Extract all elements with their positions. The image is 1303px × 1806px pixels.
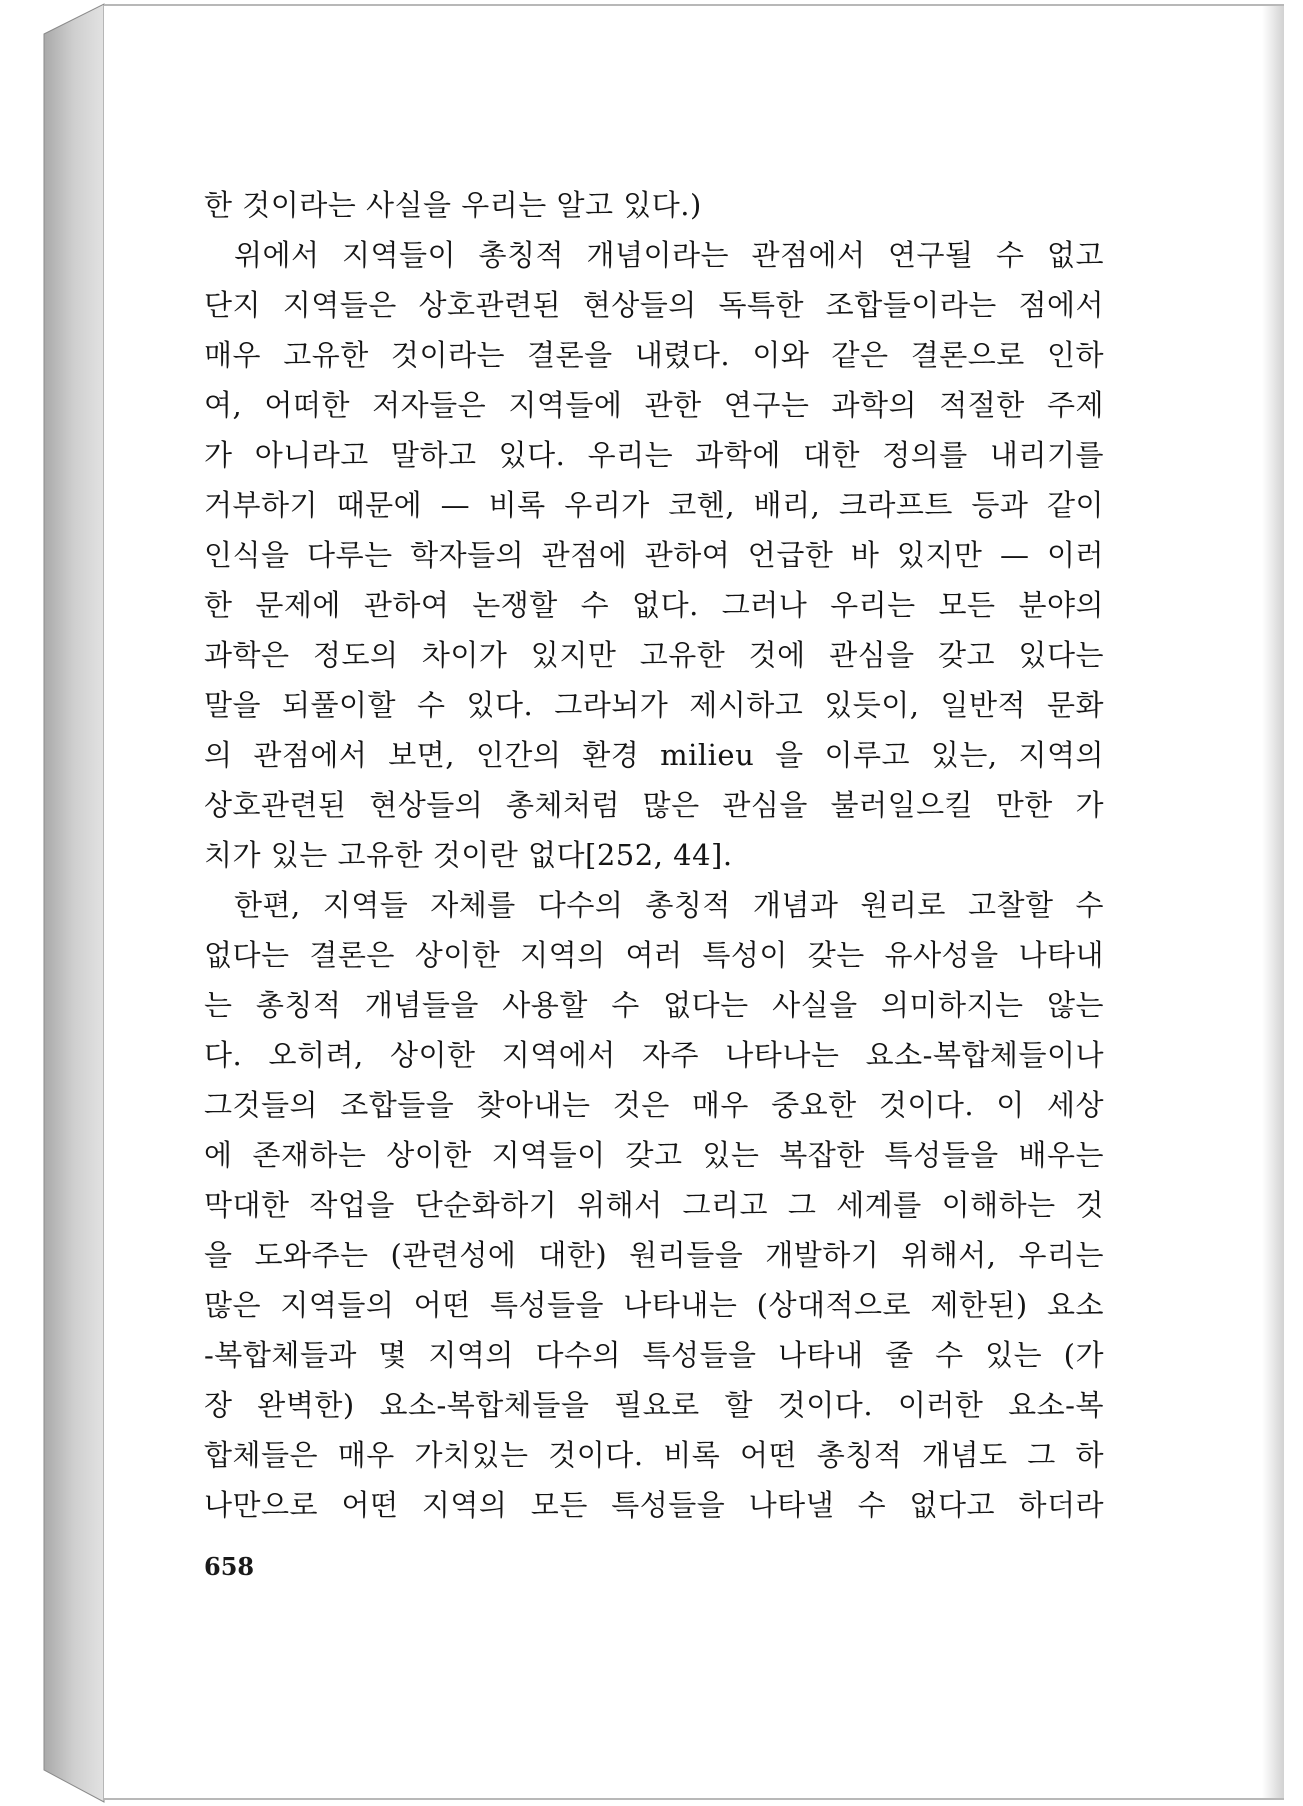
text-line: 매우 고유한 것이라는 결론을 내렸다. 이와 같은 결론으로 인하 (204, 338, 1104, 372)
text-line: 없다는 결론은 상이한 지역의 여러 특성이 갖는 유사성을 나타내 (204, 938, 1104, 972)
text-line: 는 총칭적 개념들을 사용할 수 없다는 사실을 의미하지는 않는 (204, 988, 1104, 1022)
text-line: 가 아니라고 말하고 있다. 우리는 과학에 대한 정의를 내리기를 (204, 438, 1104, 472)
text-line: 여, 어떠한 저자들은 지역들에 관한 연구는 과학의 적절한 주제 (204, 388, 1104, 422)
text-line: 거부하기 때문에 — 비록 우리가 코헨, 배리, 크라프트 등과 같이 (204, 488, 1104, 522)
text-line: 을 도와주는 (관련성에 대한) 원리들을 개발하기 위해서, 우리는 (204, 1238, 1104, 1272)
text-line: 한 것이라는 사실을 우리는 알고 있다.) (204, 188, 702, 222)
text-line: 합체들은 매우 가치있는 것이다. 비록 어떤 총칭적 개념도 그 하 (204, 1438, 1104, 1472)
page-edge-shadow (1262, 6, 1284, 1798)
text-line: 막대한 작업을 단순화하기 위해서 그리고 그 세계를 이해하는 것 (204, 1188, 1104, 1222)
text-line: 많은 지역들의 어떤 특성들을 나타내는 (상대적으로 제한된) 요소 (204, 1288, 1104, 1322)
text-line: 상호관련된 현상들의 총체처럼 많은 관심을 불러일으킬 만한 가 (204, 788, 1104, 822)
text-line: -복합체들과 몇 지역의 다수의 특성들을 나타내 줄 수 있는 (가 (204, 1338, 1104, 1372)
page-number: 658 (204, 1552, 255, 1581)
text-line: 인식을 다루는 학자들의 관점에 관하여 언급한 바 있지만 — 이러 (204, 538, 1104, 572)
text-line: 과학은 정도의 차이가 있지만 고유한 것에 관심을 갖고 있다는 (204, 638, 1104, 672)
text-line: 장 완벽한) 요소-복합체들을 필요로 할 것이다. 이러한 요소-복 (204, 1388, 1104, 1422)
text-line: 말을 되풀이할 수 있다. 그라뇌가 제시하고 있듯이, 일반적 문화 (204, 688, 1104, 722)
text-line: 한편, 지역들 자체를 다수의 총칭적 개념과 원리로 고찰할 수 (234, 888, 1104, 922)
body-text (204, 180, 1104, 1530)
text-line: 의 관점에서 보면, 인간의 환경 milieu 을 이루고 있는, 지역의 (204, 738, 1104, 772)
text-line: 단지 지역들은 상호관련된 현상들의 독특한 조합들이라는 점에서 (204, 288, 1104, 322)
text-line: 그것들의 조합들을 찾아내는 것은 매우 중요한 것이다. 이 세상 (204, 1088, 1104, 1122)
text-line: 위에서 지역들이 총칭적 개념이라는 관점에서 연구될 수 없고 (234, 238, 1104, 272)
text-line: 한 문제에 관하여 논쟁할 수 없다. 그러나 우리는 모든 분야의 (204, 588, 1104, 622)
text-line: 에 존재하는 상이한 지역들이 갖고 있는 복잡한 특성들을 배우는 (204, 1138, 1104, 1172)
text-line: 다. 오히려, 상이한 지역에서 자주 나타나는 요소-복합체들이나 (204, 1038, 1104, 1072)
text-line: 나만으로 어떤 지역의 모든 특성들을 나타낼 수 없다고 하더라 (204, 1488, 1104, 1522)
book-spine (0, 0, 110, 1806)
text-line: 치가 있는 고유한 것이란 없다[252, 44]. (204, 838, 733, 872)
